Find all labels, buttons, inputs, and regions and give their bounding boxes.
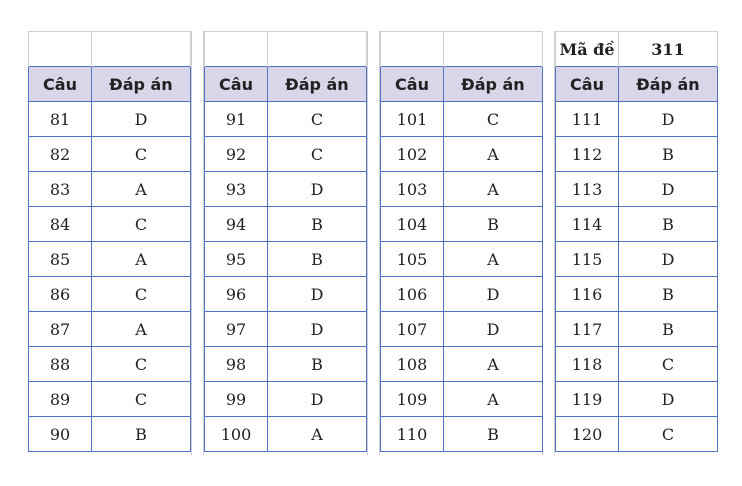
answer-row [29, 102, 191, 137]
blank-row [29, 32, 191, 67]
answer-letter: B [619, 277, 718, 312]
question-number: 114 [556, 207, 619, 242]
answer-row [556, 417, 718, 452]
answer-rows [381, 102, 543, 452]
answer-letter: A [444, 137, 543, 172]
answer-row [29, 417, 191, 452]
question-number: 94 [205, 207, 268, 242]
question-number: 99 [205, 382, 268, 417]
blank-cell [92, 32, 191, 67]
question-number: 116 [556, 277, 619, 312]
answer-row [29, 312, 191, 347]
answer-letter: C [268, 137, 367, 172]
blank-cell [268, 32, 367, 67]
answer-row [205, 417, 367, 452]
answer-letter: B [444, 207, 543, 242]
answer-letter: A [444, 347, 543, 382]
question-header: Câu [556, 67, 619, 102]
question-number: 110 [381, 417, 444, 452]
question-number: 88 [29, 347, 92, 382]
answer-row [205, 172, 367, 207]
column-gutter [191, 31, 204, 455]
question-number: 93 [205, 172, 268, 207]
header-row [381, 67, 543, 102]
answer-block-1 [28, 31, 190, 455]
blank-row [205, 32, 367, 67]
question-number: 81 [29, 102, 92, 137]
exam-code-label: Mã đề [556, 32, 619, 67]
question-number: 87 [29, 312, 92, 347]
answer-letter: B [619, 312, 718, 347]
answer-row [29, 242, 191, 277]
answer-letter: B [619, 207, 718, 242]
answer-letter: A [92, 242, 191, 277]
answer-letter: C [619, 347, 718, 382]
question-number: 111 [556, 102, 619, 137]
answer-row [381, 382, 543, 417]
answer-row [29, 172, 191, 207]
answer-letter: D [268, 172, 367, 207]
question-number: 113 [556, 172, 619, 207]
question-number: 97 [205, 312, 268, 347]
answer-letter: C [444, 102, 543, 137]
question-number: 117 [556, 312, 619, 347]
answer-letter: C [92, 207, 191, 242]
answer-row [381, 417, 543, 452]
question-number: 95 [205, 242, 268, 277]
question-number: 96 [205, 277, 268, 312]
question-number: 115 [556, 242, 619, 277]
answer-row [205, 207, 367, 242]
question-number: 104 [381, 207, 444, 242]
answer-letter: D [619, 382, 718, 417]
answer-row [29, 382, 191, 417]
answer-row [556, 277, 718, 312]
answer-table [555, 31, 718, 452]
question-number: 109 [381, 382, 444, 417]
blank-row [381, 32, 543, 67]
answer-table [204, 31, 367, 452]
answer-row [205, 277, 367, 312]
answer-letter: D [444, 277, 543, 312]
answer-block-4 [555, 31, 717, 455]
question-number: 105 [381, 242, 444, 277]
answer-letter: D [619, 242, 718, 277]
question-number: 101 [381, 102, 444, 137]
question-number: 98 [205, 347, 268, 382]
header-row [556, 67, 718, 102]
answer-row [29, 137, 191, 172]
answer-row [381, 242, 543, 277]
answer-letter: D [619, 172, 718, 207]
question-number: 100 [205, 417, 268, 452]
question-number: 91 [205, 102, 268, 137]
question-number: 83 [29, 172, 92, 207]
answer-letter: C [92, 277, 191, 312]
answer-letter: C [92, 137, 191, 172]
answer-row [29, 207, 191, 242]
answer-row [556, 242, 718, 277]
answer-row [556, 172, 718, 207]
blank-cell [205, 32, 268, 67]
answer-row [29, 277, 191, 312]
answer-letter: B [92, 417, 191, 452]
answer-row [205, 242, 367, 277]
answer-row [556, 207, 718, 242]
question-number: 92 [205, 137, 268, 172]
question-number: 84 [29, 207, 92, 242]
answer-letter: D [268, 277, 367, 312]
answer-letter: A [92, 312, 191, 347]
answer-rows [556, 102, 718, 452]
answer-letter: D [444, 312, 543, 347]
answer-letter: B [268, 347, 367, 382]
column-gutter [542, 31, 555, 455]
answer-letter: A [444, 382, 543, 417]
question-number: 90 [29, 417, 92, 452]
question-number: 119 [556, 382, 619, 417]
question-number: 102 [381, 137, 444, 172]
question-header: Câu [29, 67, 92, 102]
question-number: 103 [381, 172, 444, 207]
answer-row [556, 312, 718, 347]
answer-letter: B [619, 137, 718, 172]
answer-letter: C [619, 417, 718, 452]
answer-row [205, 137, 367, 172]
question-header: Câu [205, 67, 268, 102]
answer-letter: D [268, 382, 367, 417]
header-row [29, 67, 191, 102]
exam-code-row [556, 32, 718, 67]
blank-cell [381, 32, 444, 67]
question-header: Câu [381, 67, 444, 102]
question-number: 86 [29, 277, 92, 312]
answer-row [205, 347, 367, 382]
answer-header: Đáp án [619, 67, 718, 102]
answer-row [556, 102, 718, 137]
answer-letter: C [92, 347, 191, 382]
answer-header: Đáp án [268, 67, 367, 102]
answer-block-2 [204, 31, 366, 455]
exam-code-value: 311 [619, 32, 718, 67]
question-number: 107 [381, 312, 444, 347]
answer-letter: D [619, 102, 718, 137]
answer-table [380, 31, 543, 452]
header-row [205, 67, 367, 102]
question-number: 118 [556, 347, 619, 382]
question-number: 89 [29, 382, 92, 417]
answer-letter: A [444, 242, 543, 277]
answer-letter: B [268, 242, 367, 277]
question-number: 85 [29, 242, 92, 277]
answer-letter: B [268, 207, 367, 242]
answer-letter: A [92, 172, 191, 207]
question-number: 108 [381, 347, 444, 382]
answer-header: Đáp án [92, 67, 191, 102]
question-number: 120 [556, 417, 619, 452]
question-number: 112 [556, 137, 619, 172]
answer-letter: C [92, 382, 191, 417]
answer-row [381, 102, 543, 137]
answer-letter: D [268, 312, 367, 347]
answer-letter: A [444, 172, 543, 207]
answer-letter: C [268, 102, 367, 137]
answer-letter: D [92, 102, 191, 137]
answer-row [381, 172, 543, 207]
answer-letter: A [268, 417, 367, 452]
answer-row [381, 347, 543, 382]
answer-key-sheet [28, 31, 719, 455]
answer-row [381, 137, 543, 172]
answer-row [205, 382, 367, 417]
answer-row [381, 207, 543, 242]
answer-rows [29, 102, 191, 452]
answer-table [28, 31, 191, 452]
answer-row [556, 347, 718, 382]
answer-row [556, 382, 718, 417]
question-number: 82 [29, 137, 92, 172]
blank-cell [444, 32, 543, 67]
question-number: 106 [381, 277, 444, 312]
answer-letter: B [444, 417, 543, 452]
answer-rows [205, 102, 367, 452]
answer-row [29, 347, 191, 382]
answer-row [205, 312, 367, 347]
answer-block-3 [380, 31, 542, 455]
answer-row [556, 137, 718, 172]
answer-row [381, 277, 543, 312]
answer-header: Đáp án [444, 67, 543, 102]
column-gutter [367, 31, 380, 455]
answer-row [381, 312, 543, 347]
blank-cell [29, 32, 92, 67]
answer-row [205, 102, 367, 137]
